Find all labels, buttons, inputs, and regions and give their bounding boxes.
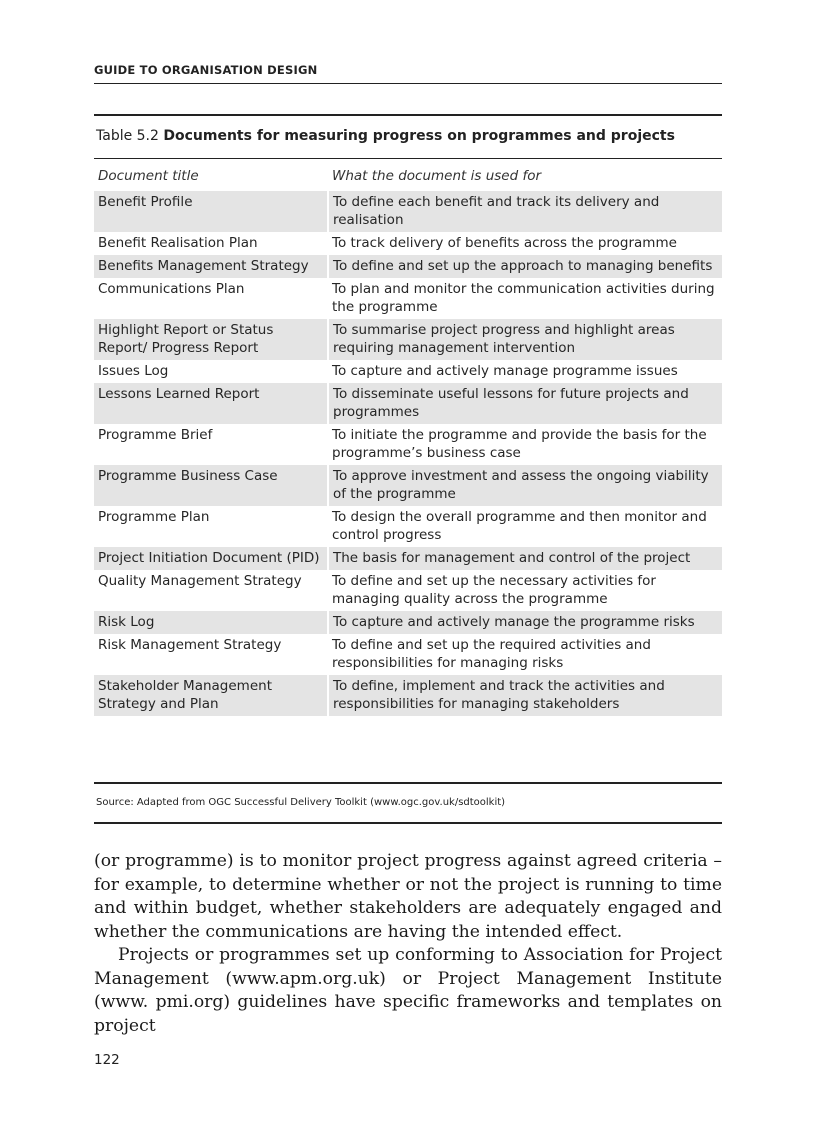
running-head: GUIDE TO ORGANISATION DESIGN — [94, 63, 318, 77]
body-paragraph: Projects or programmes set up conforming to Association for Project Management (www.apm.org.uk) or Project Management Institute (www. pmi.org) guidelines have specific frameworks and templates on project — [94, 945, 722, 1036]
document-use-cell: To initiate the programme and provide the basis for the programme’s business case — [332, 427, 707, 461]
body-text — [94, 850, 722, 1038]
documents-table — [94, 163, 722, 716]
document-use-cell: The basis for management and control of the project — [328, 547, 722, 570]
table-row — [94, 675, 722, 716]
source-rule — [94, 822, 722, 824]
table-row — [94, 255, 722, 278]
table-row — [94, 634, 722, 675]
document-title-cell: Quality Management Strategy — [98, 573, 302, 589]
document-use-cell: To define each benefit and track its delivery and realisation — [328, 191, 722, 232]
caption-rule — [94, 158, 722, 159]
document-title-cell: Project Initiation Document (PID) — [94, 547, 328, 570]
document-use-cell: To disseminate useful lessons for future projects and programmes — [328, 383, 722, 424]
document-title-cell: Programme Brief — [98, 427, 213, 443]
document-use-cell: To track delivery of benefits across the programme — [332, 235, 677, 251]
document-use-cell: To summarise project progress and highlight areas requiring management intervention — [328, 319, 722, 360]
document-use-cell: To define and set up the necessary activities for managing quality across the programme — [332, 573, 656, 607]
document-use-cell: To define and set up the approach to managing benefits — [328, 255, 722, 278]
document-title-cell: Risk Management Strategy — [98, 637, 282, 653]
column-header-purpose: What the document is used for — [332, 168, 542, 184]
document-use-cell: To approve investment and assess the ongoing viability of the programme — [328, 465, 722, 506]
document-title-cell: Stakeholder Management Strategy and Plan — [94, 675, 328, 716]
table-source-note: Source: Adapted from OGC Successful Delivery Toolkit (www.ogc.gov.uk/sdtoolkit) — [96, 797, 506, 808]
document-title-cell: Issues Log — [98, 363, 169, 379]
table-row — [94, 465, 722, 506]
table-row — [94, 570, 722, 611]
table-row — [94, 547, 722, 570]
table-caption-label: Table 5.2 — [96, 128, 159, 144]
document-title-cell: Benefit Profile — [94, 191, 328, 232]
header-rule — [94, 83, 722, 84]
table-row — [94, 424, 722, 465]
table-row — [94, 360, 722, 383]
table-caption-title: Documents for measuring progress on programmes and projects — [163, 128, 675, 144]
document-title-cell: Benefit Realisation Plan — [98, 235, 258, 251]
document-use-cell: To plan and monitor the communication activities during the programme — [332, 281, 715, 315]
table-top-rule — [94, 114, 722, 116]
document-use-cell: To define and set up the required activities and responsibilities for managing risks — [332, 637, 651, 671]
document-use-cell: To design the overall programme and then monitor and control progress — [332, 509, 707, 543]
document-use-cell: To capture and actively manage programme issues — [332, 363, 678, 379]
document-title-cell: Highlight Report or Status Report/ Progress Report — [94, 319, 328, 360]
table-header-row — [94, 163, 722, 191]
document-title-cell: Programme Business Case — [94, 465, 328, 506]
table-row — [94, 506, 722, 547]
document-title-cell: Communications Plan — [98, 281, 245, 297]
document-title-cell: Risk Log — [94, 611, 328, 634]
table-row — [94, 383, 722, 424]
document-title-cell: Lessons Learned Report — [94, 383, 328, 424]
body-paragraph: (or programme) is to monitor project progress against agreed criteria – for example, to determine whether or not the project is running to time and within budget, whether stakeholders are adequately engaged and whether the communications are having the intended effect. — [94, 851, 722, 942]
document-title-cell: Programme Plan — [98, 509, 210, 525]
table-row — [94, 232, 722, 255]
page-number: 122 — [94, 1052, 120, 1068]
table-row — [94, 278, 722, 319]
document-title-cell: Benefits Management Strategy — [94, 255, 328, 278]
table-row — [94, 319, 722, 360]
column-header-document-title: Document title — [98, 168, 199, 184]
table-row — [94, 611, 722, 634]
table-caption — [96, 128, 675, 144]
document-use-cell: To define, implement and track the activities and responsibilities for managing stakeholders — [328, 675, 722, 716]
table-row — [94, 191, 722, 232]
table-bottom-rule — [94, 782, 722, 784]
document-use-cell: To capture and actively manage the programme risks — [328, 611, 722, 634]
